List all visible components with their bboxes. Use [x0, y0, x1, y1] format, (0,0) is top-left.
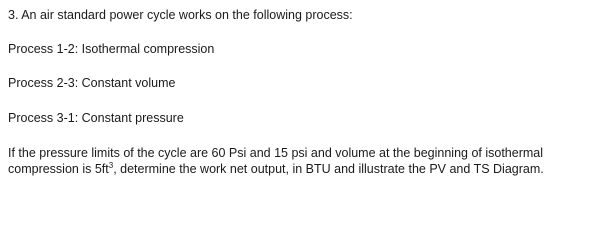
question-paragraph [8, 145, 598, 177]
cubic-exponent: 3 [108, 161, 114, 170]
paragraph-line-2 [8, 161, 598, 177]
paragraph-line-2-end: , determine the work net output, in BTU and illustrate the PV and TS Diagram. [113, 162, 544, 176]
process-3-1: Process 3-1: Constant pressure [8, 111, 184, 125]
process-2-3: Process 2-3: Constant volume [8, 76, 176, 90]
paragraph-line-2-start: compression is 5ft [8, 162, 109, 176]
question-title: 3. An air standard power cycle works on the following process: [8, 8, 353, 22]
paragraph-line-1: If the pressure limits of the cycle are 60 Psi and 15 psi and volume at the beginning of isothermal [8, 146, 544, 160]
process-1-2: Process 1-2: Isothermal compression [8, 42, 215, 56]
